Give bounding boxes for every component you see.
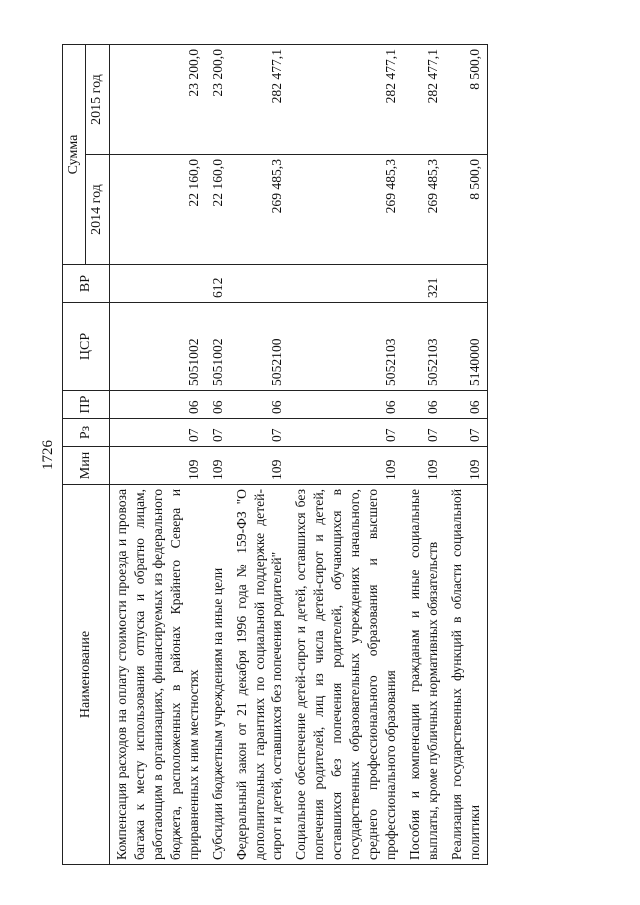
budget-table (62, 44, 488, 865)
row-pr: 06 (109, 391, 205, 419)
row-min: 109 (206, 447, 230, 485)
row-rz: 07 (403, 419, 445, 447)
table-row (230, 45, 290, 865)
row-sum-2015: 23 200,0 (206, 45, 230, 155)
header-min: Мин (63, 447, 110, 485)
row-vr (289, 265, 403, 303)
header-rz: Рз (63, 419, 110, 447)
row-csr: 5052100 (230, 303, 290, 391)
header-vr: ВР (63, 265, 110, 303)
row-name: Реализация государственных функций в области социальной политики (445, 485, 487, 865)
row-csr: 5051002 (206, 303, 230, 391)
table-row (206, 45, 230, 865)
row-min: 109 (230, 447, 290, 485)
header-2015: 2015 год (86, 45, 109, 155)
row-vr (109, 265, 205, 303)
row-sum-2014: 269 485,3 (230, 155, 290, 265)
row-sum-2015: 23 200,0 (109, 45, 205, 155)
row-min: 109 (445, 447, 487, 485)
row-name: Федеральный закон от 21 декабря 1996 года № 159-ФЗ "О дополнительных гарантиях по социальной поддержке детей-сирот и детей, оставшихся без попечения родителей" (230, 485, 290, 865)
row-csr: 5052103 (289, 303, 403, 391)
row-sum-2014: 8 500,0 (445, 155, 487, 265)
page-number: 1726 (40, 440, 56, 470)
row-sum-2015: 282 477,1 (289, 45, 403, 155)
row-rz: 07 (289, 419, 403, 447)
row-csr: 5051002 (109, 303, 205, 391)
row-name: Пособия и компенсации гражданам и иные социальные выплаты, кроме публичных нормативных обязательств (403, 485, 445, 865)
row-min: 109 (109, 447, 205, 485)
row-csr: 5052103 (403, 303, 445, 391)
row-min: 109 (289, 447, 403, 485)
row-rz: 07 (445, 419, 487, 447)
row-sum-2014: 269 485,3 (289, 155, 403, 265)
row-csr: 5140000 (445, 303, 487, 391)
table-row (445, 45, 487, 865)
table-row (289, 45, 403, 865)
row-sum-2015: 8 500,0 (445, 45, 487, 155)
row-rz: 07 (230, 419, 290, 447)
header-name: Наименование (63, 485, 110, 865)
row-vr (230, 265, 290, 303)
row-sum-2014: 22 160,0 (109, 155, 205, 265)
row-pr: 06 (403, 391, 445, 419)
row-pr: 06 (445, 391, 487, 419)
row-vr: 612 (206, 265, 230, 303)
row-name: Компенсация расходов на оплату стоимости проезда и провоза багажа к месту использования отпуска и обратно лицам, работающим в организациях, финансируемых из федерального бюджета, расположенных в районах Крайнего Севера и приравненных к ним местностях (109, 485, 205, 865)
table-row (109, 45, 205, 865)
header-sum: Сумма (63, 45, 86, 265)
row-name: Социальное обеспечение детей-сирот и детей, оставшихся без попечения родителей, лиц из числа детей-сирот и детей, оставшихся без попечения родителей, обучающихся в государственных образовательных учреждениях начального, среднего профессионального образования и высшего профессионального образования (289, 485, 403, 865)
row-name: Субсидии бюджетным учреждениям на иные цели (206, 485, 230, 865)
row-sum-2014: 22 160,0 (206, 155, 230, 265)
row-vr: 321 (403, 265, 445, 303)
row-sum-2015: 282 477,1 (403, 45, 445, 155)
header-csr: ЦСР (63, 303, 110, 391)
row-pr: 06 (289, 391, 403, 419)
table-row (403, 45, 445, 865)
row-rz: 07 (109, 419, 205, 447)
row-min: 109 (403, 447, 445, 485)
row-pr: 06 (206, 391, 230, 419)
row-sum-2014: 269 485,3 (403, 155, 445, 265)
row-pr: 06 (230, 391, 290, 419)
header-pr: ПР (63, 391, 110, 419)
row-vr (445, 265, 487, 303)
row-sum-2015: 282 477,1 (230, 45, 290, 155)
rotated-page (40, 45, 580, 865)
row-rz: 07 (206, 419, 230, 447)
header-2014: 2014 год (86, 155, 109, 265)
